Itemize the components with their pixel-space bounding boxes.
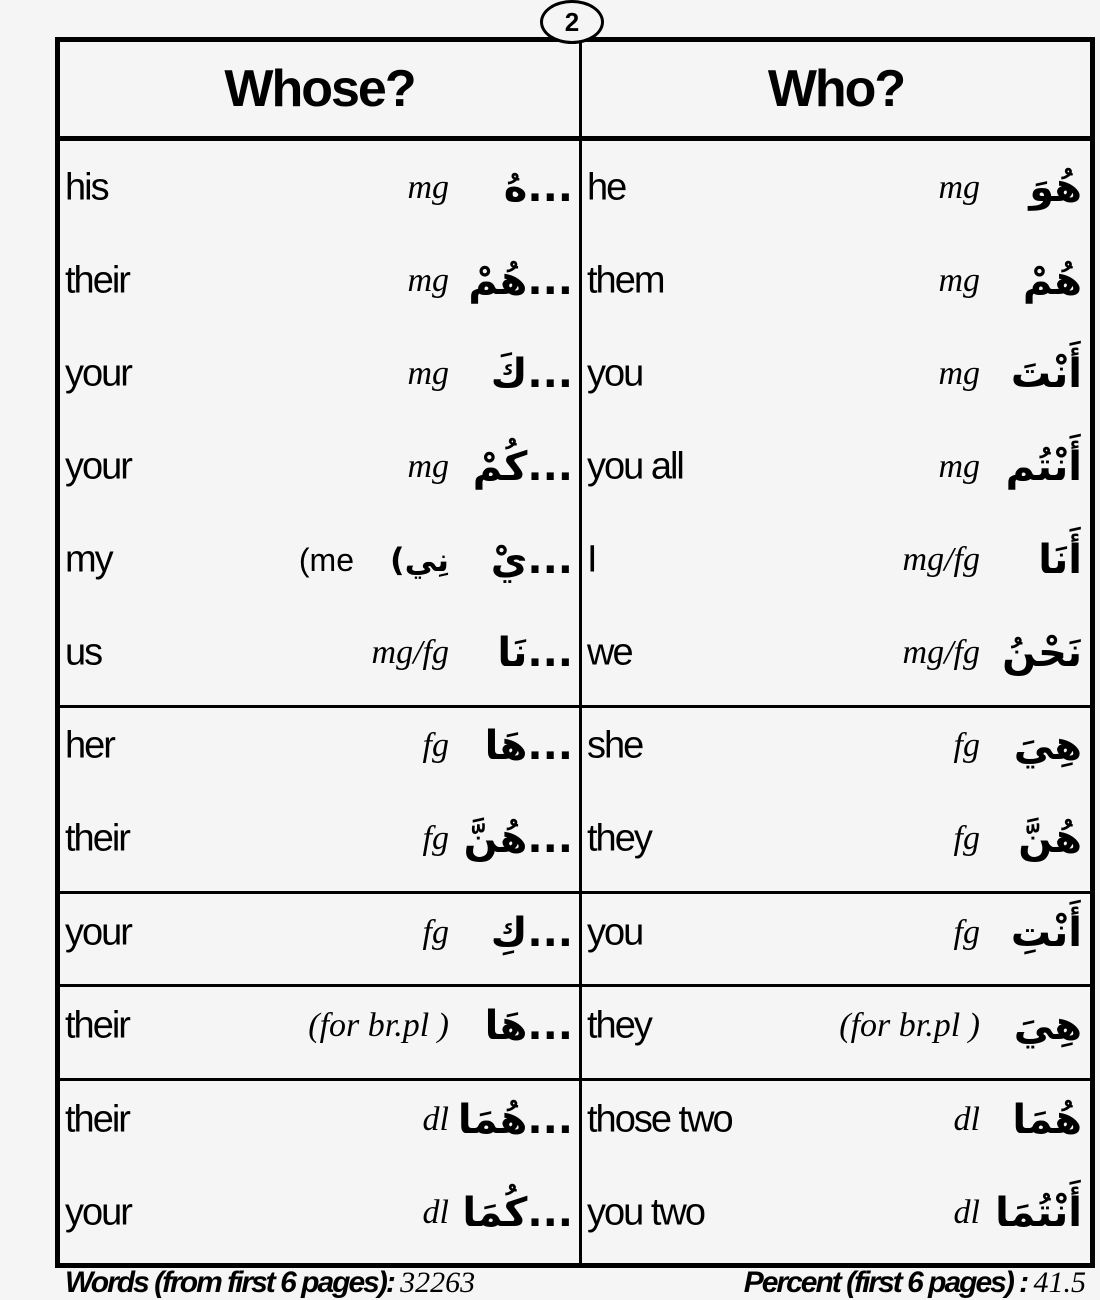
possessive-arabic: ...هُنَّ <box>463 815 573 862</box>
pronoun-arabic: هِيَ <box>1013 722 1082 769</box>
pronoun-cell <box>582 141 1090 234</box>
table-row <box>60 141 1090 234</box>
table-row <box>60 327 1090 420</box>
alternate-form <box>299 541 449 579</box>
possessive-cell <box>60 420 579 513</box>
possessive-cell <box>60 141 579 234</box>
pronoun-cell <box>582 327 1090 420</box>
possessive-cell <box>60 513 579 606</box>
header-whose: Whose? <box>224 60 415 118</box>
pronoun-arabic: هُمَا <box>1012 1096 1082 1143</box>
pronoun-english: you two <box>587 1191 704 1233</box>
pronoun-arabic: أَنَا <box>1038 536 1082 583</box>
table-row <box>60 234 1090 327</box>
grammar-tag: dl <box>953 1100 980 1138</box>
pronoun-cell <box>582 792 1090 885</box>
page-number: 2 <box>540 0 604 44</box>
pronoun-cell <box>582 886 1090 979</box>
pronoun-english: we <box>587 631 632 673</box>
grammar-tag: fg <box>422 819 449 857</box>
table-row <box>60 699 1090 792</box>
footer-words-value: 32263 <box>400 1266 476 1299</box>
possessive-english: us <box>65 631 102 673</box>
pronoun-cell <box>582 234 1090 327</box>
possessive-english: their <box>65 817 129 859</box>
possessive-english: their <box>65 1004 129 1046</box>
possessive-cell <box>60 979 579 1072</box>
table-row <box>60 1166 1090 1259</box>
group-divider <box>60 984 1090 987</box>
table-row <box>60 606 1090 699</box>
possessive-cell <box>60 792 579 885</box>
grammar-tag: mg <box>938 354 980 392</box>
pronoun-arabic: أَنْتَ <box>1010 350 1082 397</box>
pronoun-cell <box>582 1166 1090 1259</box>
group-divider <box>60 705 1090 708</box>
pronoun-cell <box>582 420 1090 513</box>
header-who: Who? <box>767 60 905 118</box>
pronoun-english: they <box>587 817 651 859</box>
possessive-cell <box>60 1166 579 1259</box>
grammar-tag: mg/fg <box>902 540 980 578</box>
possessive-arabic: ...يْ <box>490 536 573 583</box>
pronoun-english: you <box>587 352 643 394</box>
pronoun-english: you <box>587 911 643 953</box>
alternate-english: (me <box>298 541 354 578</box>
possessive-arabic: ...هُ <box>503 164 573 211</box>
pronoun-arabic: أَنْتِ <box>1010 909 1082 956</box>
alternate-arabic: (نِي <box>389 540 449 579</box>
grammar-tag: dl <box>422 1100 449 1138</box>
possessive-cell <box>60 886 579 979</box>
pronoun-english: they <box>587 1004 651 1046</box>
grammar-tag: fg <box>953 913 980 951</box>
grammar-tag: mg/fg <box>371 633 449 671</box>
pronoun-english: he <box>587 166 626 208</box>
possessive-arabic: ...هَا <box>484 1002 573 1049</box>
footer-words-label: Words (from first 6 pages): <box>65 1266 394 1299</box>
pronoun-english: you all <box>587 445 683 487</box>
table-row <box>60 979 1090 1072</box>
table-row <box>60 792 1090 885</box>
table-row <box>60 513 1090 606</box>
possessive-english: your <box>65 445 131 487</box>
grammar-tag: fg <box>953 819 980 857</box>
possessive-english: their <box>65 259 129 301</box>
possessive-cell <box>60 234 579 327</box>
pronoun-cell <box>582 606 1090 699</box>
grammar-tag: (for br.pl ) <box>308 1006 449 1044</box>
grammar-tag: (for br.pl ) <box>839 1006 980 1044</box>
possessive-cell <box>60 1073 579 1166</box>
possessive-english: your <box>65 911 131 953</box>
footer-percent-label: Percent (first 6 pages) : <box>743 1266 1028 1299</box>
possessive-cell <box>60 699 579 792</box>
pronoun-english: she <box>587 724 643 766</box>
grammar-tag: mg <box>407 261 449 299</box>
possessive-arabic: ...كُمْ <box>472 443 573 490</box>
possessive-arabic: ...كَ <box>490 350 573 397</box>
pronoun-arabic: نَحْنُ <box>1002 629 1082 676</box>
grammar-tag: mg <box>407 447 449 485</box>
possessive-english: his <box>65 166 108 208</box>
possessive-english: your <box>65 1191 131 1233</box>
table-row <box>60 1073 1090 1166</box>
footer-percent-value: 41.5 <box>1033 1266 1086 1299</box>
pronoun-arabic: أَنْتُمَا <box>995 1189 1082 1236</box>
group-divider <box>60 891 1090 894</box>
pronoun-cell <box>582 1073 1090 1166</box>
pronoun-cell <box>582 699 1090 792</box>
possessive-english: your <box>65 352 131 394</box>
footer-percent <box>744 1266 1086 1300</box>
possessive-arabic: ...هَا <box>484 722 573 769</box>
possessive-english: my <box>65 538 112 580</box>
pronoun-table <box>55 37 1095 1268</box>
group-divider <box>60 1078 1090 1081</box>
pronoun-arabic: هُوَ <box>1029 164 1082 211</box>
pronoun-english: those two <box>587 1098 732 1140</box>
pronoun-english: I <box>587 538 596 580</box>
pronoun-english: them <box>587 259 664 301</box>
grammar-tag: mg <box>938 168 980 206</box>
possessive-arabic: ...كُمَا <box>462 1189 573 1236</box>
grammar-tag: dl <box>422 1193 449 1231</box>
possessive-english: her <box>65 724 114 766</box>
possessive-arabic: ...كِ <box>490 909 573 956</box>
footer-words <box>65 1266 475 1300</box>
pronoun-arabic: أَنْتُم <box>1005 443 1082 490</box>
grammar-tag: fg <box>422 913 449 951</box>
pronoun-arabic: هُمْ <box>1022 257 1082 304</box>
possessive-cell <box>60 327 579 420</box>
table-row <box>60 886 1090 979</box>
possessive-english: their <box>65 1098 129 1140</box>
possessive-arabic: ...هُمَا <box>457 1096 573 1143</box>
grammar-tag: mg <box>407 354 449 392</box>
grammar-tag: mg <box>938 261 980 299</box>
possessive-cell <box>60 606 579 699</box>
grammar-tag: fg <box>422 726 449 764</box>
grammar-tag: mg <box>938 447 980 485</box>
pronoun-arabic: هُنَّ <box>1018 815 1082 862</box>
grammar-tag: dl <box>953 1193 980 1231</box>
pronoun-arabic: هِيَ <box>1013 1002 1082 1049</box>
grammar-tag: mg/fg <box>902 633 980 671</box>
grammar-tag: mg <box>407 168 449 206</box>
possessive-arabic: ...هُمْ <box>468 257 573 304</box>
possessive-arabic: ...نَا <box>497 629 573 676</box>
pronoun-cell <box>582 979 1090 1072</box>
pronoun-cell <box>582 513 1090 606</box>
grammar-tag: fg <box>953 726 980 764</box>
table-row <box>60 420 1090 513</box>
